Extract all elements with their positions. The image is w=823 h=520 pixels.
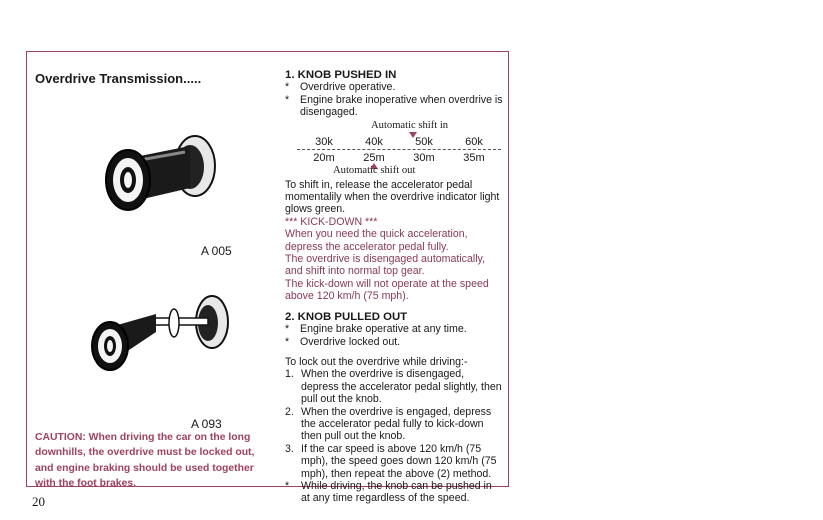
kickdown-text: When you need the quick acceleration, depress the accelerator pedal fully. [285, 228, 468, 253]
shift-speed-diagram [285, 119, 503, 177]
list-item: * Overdrive operative. [285, 81, 396, 94]
shift-instructions: To shift in, release the accelerator pedal momentalily when the overdrive indicator light glows green. [285, 178, 500, 216]
caution-note: CAUTION: When driving the car on the long downhills, the overdrive must be locked out, and engine braking should be used together with the foot brakes. [35, 432, 255, 489]
kickdown-heading: *** KICK-DOWN *** [285, 215, 378, 228]
shift-in-label: Automatic shift in [371, 119, 449, 131]
knob-pushed-in-illustration [90, 128, 230, 228]
lockout-intro: To lock out the overdrive while driving:- [285, 355, 468, 368]
section-1-heading: 1. KNOB PUSHED IN [285, 69, 397, 81]
list-item: 1. When the overdrive is disengaged, depress the accelerator pedal slightly, then pull out the knob. [285, 368, 502, 406]
speeds-kmh-row [299, 136, 499, 148]
list-item: 3. If the car speed is above 120 km/h (75 mph), the speed goes down 120 km/h (75 mph), then repeat the above (2) method. [285, 442, 497, 480]
divider [297, 149, 501, 150]
speed-mph: 25m [363, 151, 385, 164]
list-item: * Engine brake operative at any time. [285, 323, 467, 336]
list-item: * Engine brake inoperative when overdrive is disengaged. [285, 93, 503, 119]
speed-mph: 20m [313, 151, 335, 164]
section-title: Overdrive Transmission..... [35, 71, 202, 86]
list-item: * Overdrive locked out. [285, 335, 401, 348]
figure-2-label: A 093 [191, 417, 222, 431]
kickdown-text: The kick-down will not operate at the speed above 120 km/h (75 mph). [285, 277, 489, 303]
knob-pulled-out-illustration [84, 290, 234, 380]
speed-mph: 35m [463, 151, 485, 164]
speed-kmh: 30k [315, 135, 333, 148]
section-2-heading: 2. KNOB PULLED OUT [285, 310, 408, 323]
speed-kmh: 40k [365, 135, 383, 148]
list-item: 2. When the overdrive is engaged, depress the accelerator pedal fully to kick-down then pull out the knob. [285, 405, 492, 443]
speeds-mph-row [299, 152, 499, 164]
speed-kmh: 50k [415, 135, 433, 148]
speed-kmh: 60k [465, 135, 483, 148]
figure-1-label: A 005 [201, 244, 232, 258]
page-number: 20 [32, 494, 45, 509]
kickdown-text: The overdrive is disengaged automatically, and shift into normal top gear. [285, 253, 486, 278]
instructions-column [285, 69, 503, 505]
shift-out-label: Automatic shift out [333, 164, 416, 176]
speed-mph: 30m [413, 151, 435, 164]
list-item: * While driving, the knob can be pushed in at any time regardless of the speed. [285, 479, 492, 505]
